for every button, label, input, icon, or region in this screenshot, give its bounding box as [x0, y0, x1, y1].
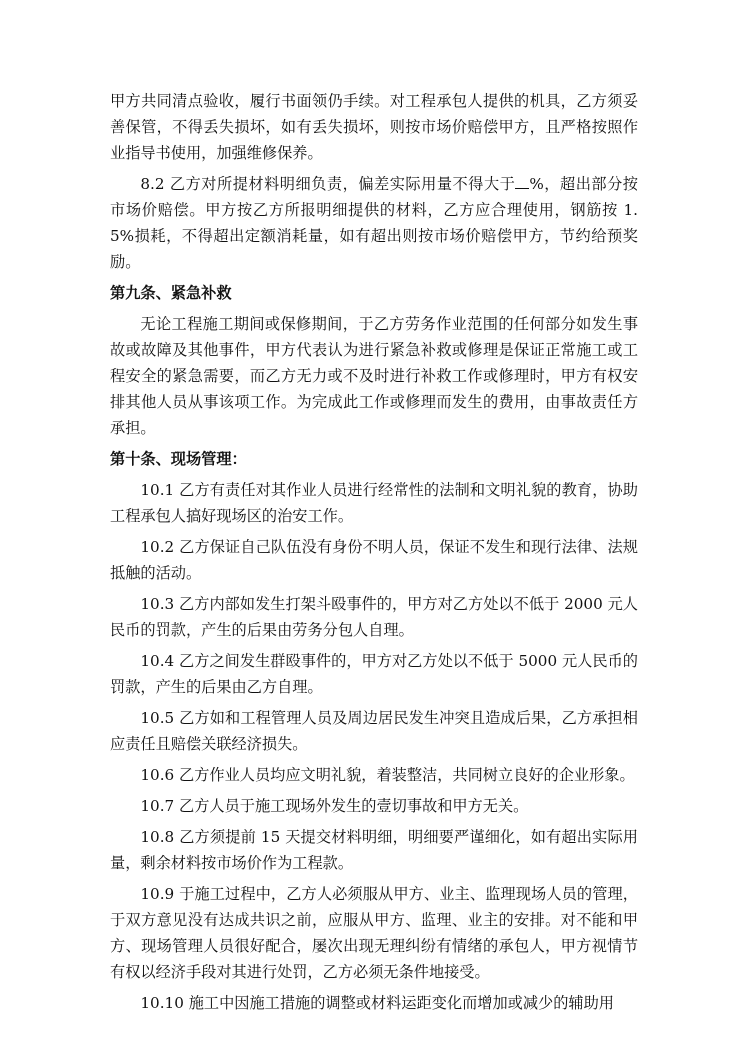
paragraph-10-10: 10.10 施工中因施工措施的调整或材料运距变化而增加或减少的辅助用: [140, 994, 614, 1012]
paragraph-9: 无论工程施工期间或保修期间，于乙方劳务作业范围的任何部分如发生事故或故障及其他事件，甲方代表认为进行紧急补救或修理是保证正常施工或工程安全的紧急需要，而乙方无力或不及时进行补救工作或修理时，甲方有权安排其他人员从事该项工作。为完成此工作或修理而发生的费用，由事故责任方承担。: [110, 315, 638, 437]
paragraph-10-3: 10.3 乙方内部如发生打架斗殴事件的，甲方对乙方处以不低于 2000 元人民币的罚款，产生的后果由劳务分包人自理。: [110, 595, 638, 639]
paragraph-intro: 甲方共同清点验收，履行书面领仍手续。对工程承包人提供的机具，乙方须妥善保管，不得丢失损坏，如有丢失损坏，则按市场价赔偿甲方，且严格按照作业指导书使用，加强维修保养。: [110, 92, 638, 162]
paragraph-10-7: 10.7 乙方人员于施工现场外发生的壹切事故和甲方无关。: [140, 797, 529, 815]
document-page: [110, 88, 638, 1021]
paragraph-10-1: 10.1 乙方有责任对其作业人员进行经常性的法制和文明礼貌的教育，协助工程承包人搞好现场区的治安工作。: [110, 481, 638, 525]
paragraph-10-8: 10.8 乙方须提前 15 天提交材料明细，明细要严谨细化，如有超出实际用量，剩余材料按市场价作为工程款。: [110, 828, 638, 872]
paragraph-8-2-text-after: %，超出部分按市场价赔偿。甲方按乙方所报明细提供的材料，乙方应合理使用，钢筋按 1.5%损耗，不得超出定额消耗量，如有超出则按市场价赔偿甲方，节约给预奖励。: [110, 175, 638, 271]
paragraph-10-9: 10.9 于施工过程中，乙方人必须服从甲方、业主、监理现场人员的管理，于双方意见没有达成共识之前，应服从甲方、监理、业主的安排。对不能和甲方、现场管理人员很好配合，屡次出现无理纠纷有情绪的承包人，甲方视情节有权以经济手段对其进行处罚，乙方必须无条件地接受。: [110, 885, 638, 981]
paragraph-10-6: 10.6 乙方作业人员均应文明礼貌，着装整洁，共同树立良好的企业形象。: [140, 766, 635, 784]
deviation-blank: [515, 172, 529, 189]
article-10-heading: 第十条、现场管理：: [110, 450, 247, 468]
article-9-heading: 第九条、紧急补救: [110, 284, 232, 302]
paragraph-10-4: 10.4 乙方之间发生群殴事件的，甲方对乙方处以不低于 5000 元人民币的罚款，产生的后果由乙方自理。: [110, 652, 638, 696]
paragraph-8-2: [110, 171, 638, 275]
paragraph-10-5: 10.5 乙方如和工程管理人员及周边居民发生冲突且造成后果，乙方承担相应责任且赔偿关联经济损失。: [110, 709, 638, 753]
paragraph-8-2-text-before: 8.2 乙方对所提材料明细负责，偏差实际用量不得大于: [140, 175, 516, 193]
paragraph-10-2: 10.2 乙方保证自己队伍没有身份不明人员，保证不发生和现行法律、法规抵触的活动。: [110, 538, 638, 582]
